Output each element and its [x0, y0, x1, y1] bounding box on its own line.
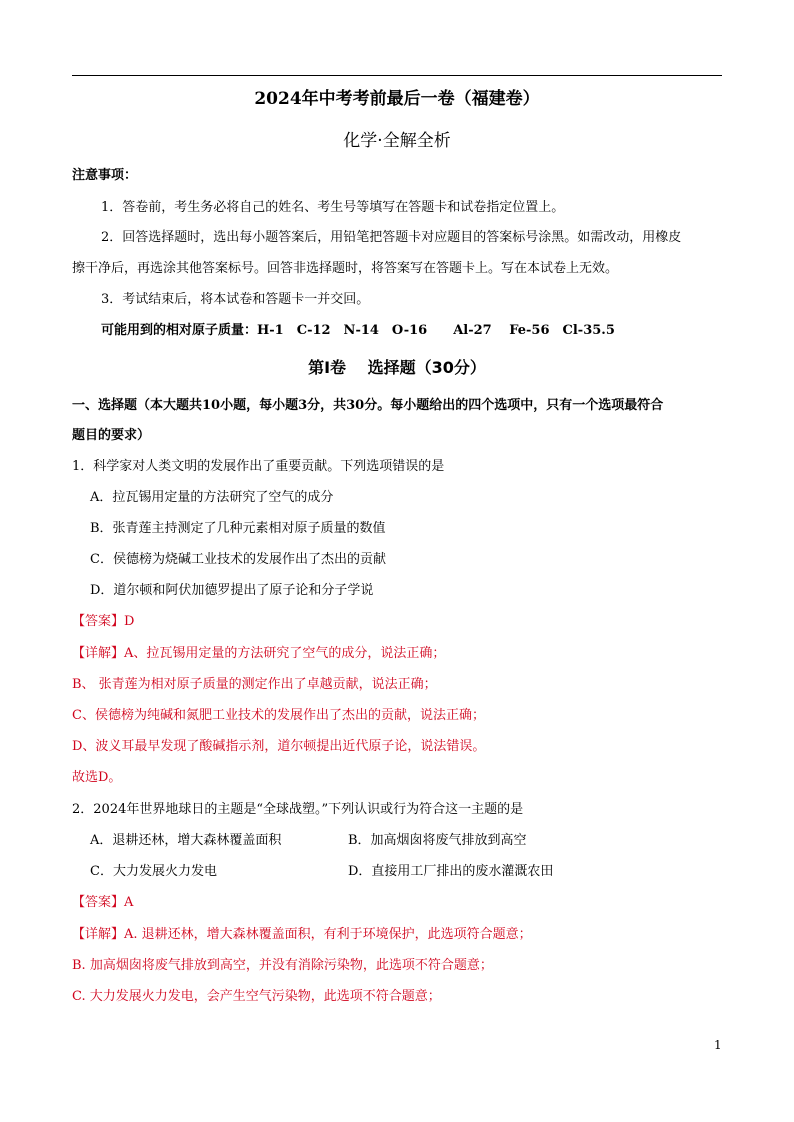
- page-subtitle: 化学·全解全析: [343, 131, 451, 151]
- q2-detail-1: 【详解】A. 退耕还林，增大森林覆盖面积，有利于环境保护，此选项符合题意；: [72, 927, 532, 942]
- q1-answer: 【答案】D: [72, 614, 135, 629]
- q1-option-d: D．道尔顿和阿伏加德罗提出了原子论和分子学说: [90, 583, 374, 598]
- q1-option-a: A．拉瓦锡用定量的方法研究了空气的成分: [90, 490, 334, 505]
- notes-heading: 注意事项：: [72, 168, 138, 183]
- q2-option-a: A．退耕还林，增大森林覆盖面积: [90, 833, 282, 848]
- q1-option-c: C．侯德榜为烧碱工业技术的发展作出了杰出的贡献: [90, 552, 386, 567]
- q1-detail-2: B、 张青莲为相对原子质量的测定作出了卓越贡献，说法正确；: [72, 677, 437, 692]
- q1-detail-4: D、波义耳最早发现了酸碱指示剂，道尔顿提出近代原子论，说法错误。: [72, 739, 486, 754]
- page-number: 1: [714, 1038, 722, 1052]
- page-title: 2024年中考考前最后一卷（福建卷）: [254, 89, 540, 109]
- q1-option-b: B．张青莲主持测定了几种元素相对原子质量的数值: [90, 521, 386, 536]
- q2-answer: 【答案】A: [72, 895, 134, 910]
- section-title: 第Ⅰ卷 选择题（30分）: [308, 358, 486, 377]
- q2-detail-3: C. 大力发展火力发电，会产生空气污染物，此选项不符合题意；: [72, 989, 441, 1004]
- q1-conclusion: 故选D。: [72, 770, 122, 785]
- section-intro-line-2: 题目的要求）: [72, 428, 151, 443]
- q2-option-b: B．加高烟囱将废气排放到高空: [348, 833, 527, 848]
- notes-item-2-line-2: 擦干净后，再选涂其他答案标号。回答非选择题时，将答案写在答题卡上。写在本试卷上无效。: [72, 261, 619, 276]
- notes-item-3: 3．考试结束后，将本试卷和答题卡一并交回。: [101, 292, 370, 307]
- section-intro-line-1: 一、选择题（本大题共10小题，每小题3分，共30分。每小题给出的四个选项中，只有一个选项最符合: [72, 398, 664, 413]
- q2-option-d: D．直接用工厂排出的废水灌溉农田: [348, 864, 554, 879]
- q2-detail-2: B. 加高烟囱将废气排放到高空，并没有消除污染物，此选项不符合题意；: [72, 958, 493, 973]
- q2-option-c: C．大力发展火力发电: [90, 864, 217, 879]
- q1-detail-3: C、侯德榜为纯碱和氮肥工业技术的发展作出了杰出的贡献，说法正确；: [72, 708, 485, 723]
- q2-stem: 2．2024年世界地球日的主题是“全球战塑。”下列认识或行为符合这一主题的是: [72, 802, 524, 817]
- notes-item-1: 1．答卷前，考生务必将自己的姓名、考生号等填写在答题卡和试卷指定位置上。: [101, 200, 565, 215]
- q1-detail-1: 【详解】A、拉瓦锡用定量的方法研究了空气的成分，说法正确；: [72, 646, 446, 661]
- q1-stem: 1．科学家对人类文明的发展作出了重要贡献。下列选项错误的是: [72, 459, 445, 474]
- header-rule: [72, 75, 722, 76]
- notes-item-2-line-1: 2．回答选择题时，选出每小题答案后，用铅笔把答题卡对应题目的答案标号涂黑。如需改动，用橡皮: [101, 230, 682, 245]
- atomic-mass-line: 可能用到的相对原子质量：H-1 C-12 N-14 O-16 Al-27 Fe-56 Cl-35.5: [101, 323, 615, 338]
